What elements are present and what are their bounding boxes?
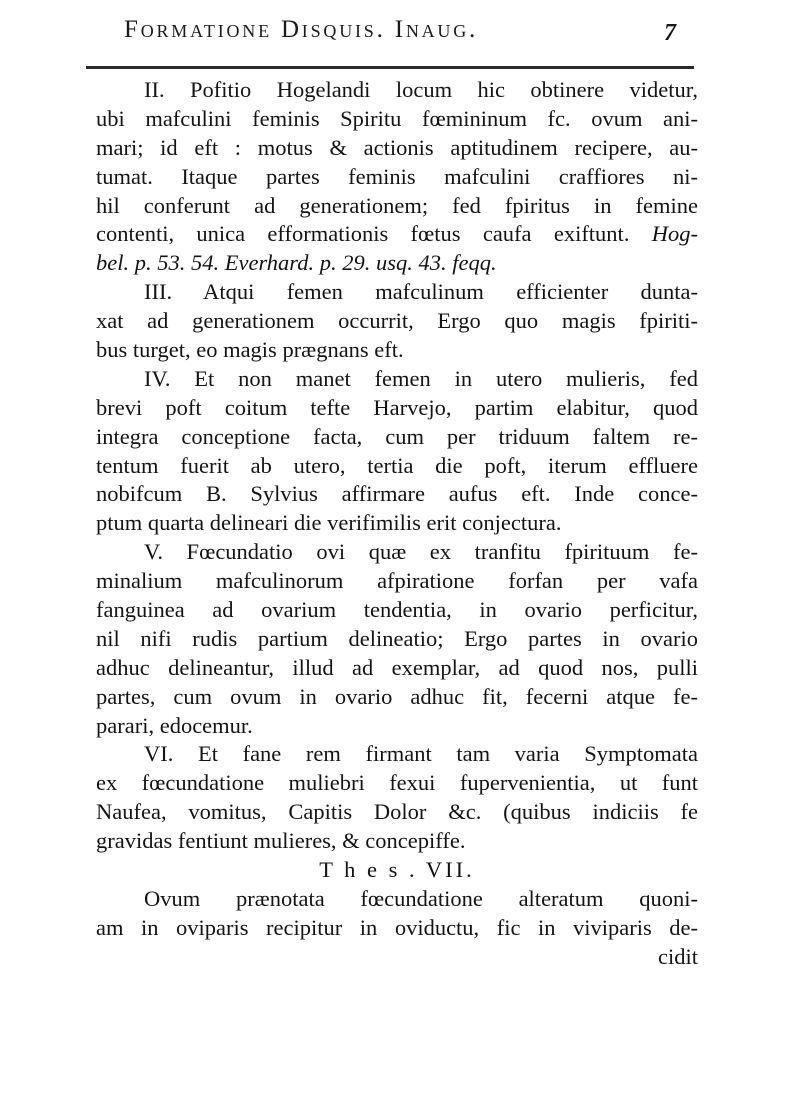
text-line: bus turget, eo magis prægnans eft. bbox=[96, 337, 404, 363]
text-line: nil nifi rudis partium delineatio; Ergo partes in ovario bbox=[96, 625, 698, 651]
text-line: integra conceptione facta, cum per triduum faltem re- bbox=[96, 423, 698, 449]
text-line: tentum fuerit ab utero, tertia die poft, iterum effluere bbox=[96, 452, 698, 478]
text-line: V. Fœcundatio ovi quæ ex tranfitu fpirituum fe- bbox=[144, 539, 698, 565]
text-line: am in oviparis recipitur in oviductu, fic in viviparis de- bbox=[96, 914, 698, 940]
body-text bbox=[96, 76, 698, 972]
text-line: hil conferunt ad generationem; fed fpiritus in femine bbox=[96, 192, 698, 218]
catchword: cidit bbox=[658, 943, 698, 969]
text-line: adhuc delineantur, illud ad exemplar, ad quod nos, pulli bbox=[96, 654, 698, 680]
text-line: minalium mafculinorum afpiratione forfan per vafa bbox=[96, 568, 698, 594]
text-line: VI. Et fane rem firmant tam varia Symptomata bbox=[144, 741, 698, 767]
text-line: Ovum prænotata fœcundatione alteratum quoni- bbox=[144, 885, 698, 911]
page-number: 7 bbox=[664, 20, 676, 46]
running-title: Formatione Disquis. Inaug. bbox=[124, 16, 479, 43]
text-line: mari; id eft : motus & actionis aptitudinem recipere, au- bbox=[96, 134, 698, 160]
text-line: parari, edocemur. bbox=[96, 712, 253, 738]
text-line: brevi poft coitum tefte Harvejo, partim elabitur, quod bbox=[96, 394, 698, 420]
text-line: ubi mafculini feminis Spiritu fœmininum fc. ovum ani- bbox=[96, 105, 698, 131]
text-line: Naufea, vomitus, Capitis Dolor &c. (quibus indiciis fe bbox=[96, 799, 698, 825]
header-rule bbox=[86, 66, 694, 69]
thesis-heading: T h e s . VII. bbox=[319, 857, 475, 883]
reference-citation: Hog- bbox=[651, 221, 699, 247]
reference-citation: bel. p. 53. 54. Everhard. p. 29. usq. 43. feqq. bbox=[96, 250, 497, 276]
text-line: II. Pofitio Hogelandi locum hic obtinere videtur, bbox=[144, 77, 698, 102]
text-line: nobifcum B. Sylvius affirmare aufus eft. Inde conce- bbox=[96, 481, 698, 507]
text-line: III. Atqui femen mafculinum efficienter dunta- bbox=[144, 279, 698, 305]
text-line: IV. Et non manet femen in utero mulieris, fed bbox=[144, 365, 698, 391]
text-line: ex fœcundatione muliebri fexui fupervenientia, ut funt bbox=[96, 770, 698, 796]
text-line: ptum quarta delineari die verifimilis erit conjectura. bbox=[96, 510, 562, 536]
text-line bbox=[96, 220, 698, 249]
text-line: gravidas fentiunt mulieres, & concepiffe. bbox=[96, 828, 466, 854]
text-line: tumat. Itaque partes feminis mafculini craffiores ni- bbox=[96, 163, 698, 189]
text-line: xat ad generationem occurrit, Ergo quo magis fpiriti- bbox=[96, 308, 698, 334]
text-line: fanguinea ad ovarium tendentia, in ovario perficitur, bbox=[96, 597, 698, 623]
running-header bbox=[124, 16, 684, 56]
text-line: partes, cum ovum in ovario adhuc fit, fecerni atque fe- bbox=[96, 683, 698, 709]
text-segment: contenti, unica efformationis fœtus caufa exiftunt. bbox=[96, 221, 630, 247]
